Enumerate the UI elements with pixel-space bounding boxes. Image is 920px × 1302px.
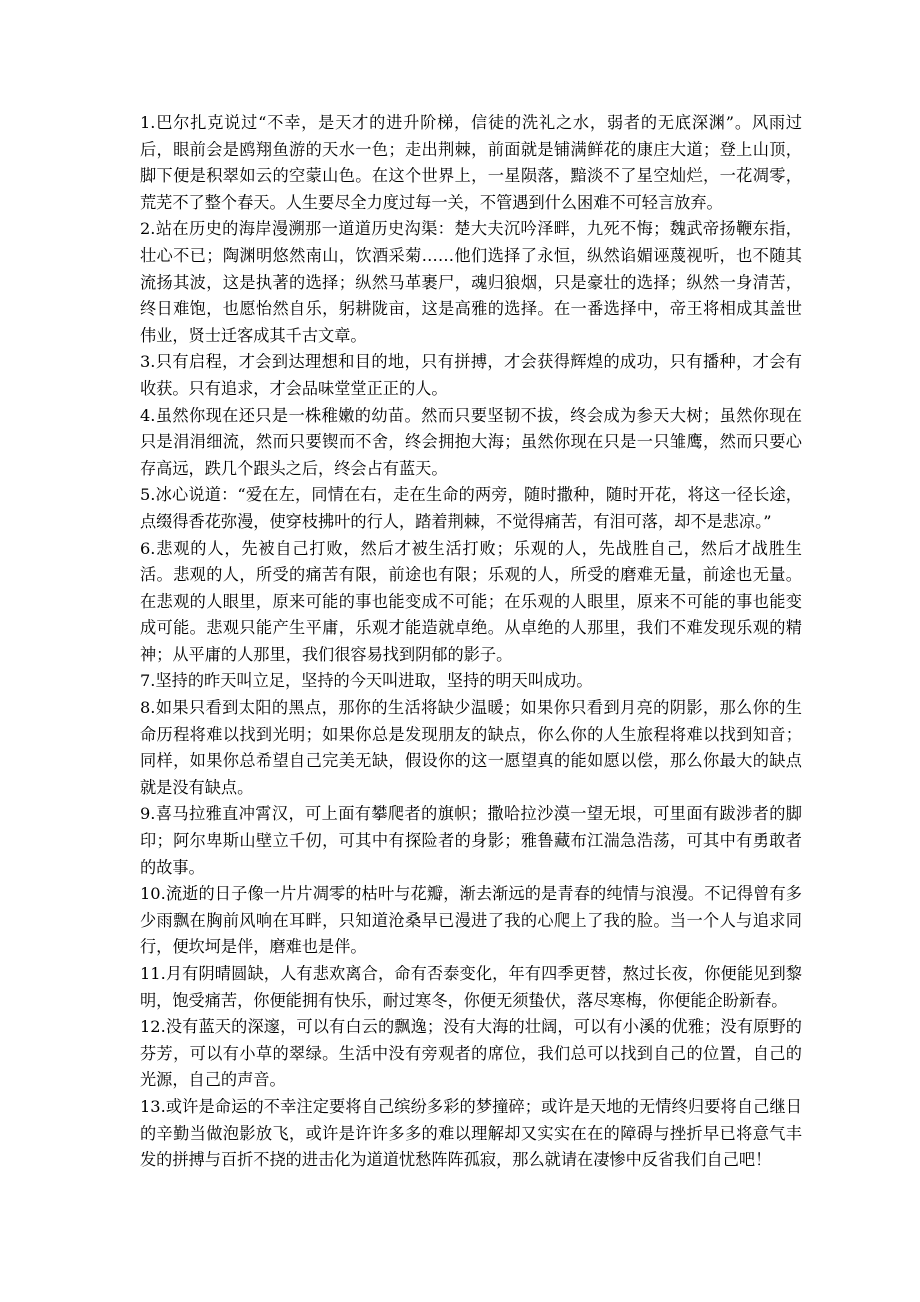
paragraph-6: 6.悲观的人，先被自己打败，然后才被生活打败；乐观的人，先战胜自己，然后才战胜生活。悲观的人，所受的痛苦有限，前途也有限；乐观的人，所受的磨难无量，前途也无量。在悲观的人眼里，原来可能的事也能变成不可能；在乐观的人眼里，原来不可能的事也能变成可能。悲观只能产生平庸，乐观才能造就卓绝。从卓绝的人那里，我们不难发现乐观的精神；从平庸的人那里，我们很容易找到阴郁的影子。 bbox=[140, 538, 802, 664]
paragraph-11: 11.月有阴晴圆缺，人有悲欢离合，命有否泰变化，年有四季更替，熬过长夜，你便能见到黎明，饱受痛苦，你便能拥有快乐，耐过寒冬，你便无须蛰伏，落尽寒梅，你便能企盼新春。 bbox=[140, 964, 802, 1010]
paragraph-9: 9.喜马拉雅直冲霄汉，可上面有攀爬者的旗帜；撒哈拉沙漠一望无垠，可里面有跋涉者的脚印；阿尔卑斯山壁立千仞，可其中有探险者的身影；雅鲁藏布江湍急浩荡，可其中有勇敢者的故事。 bbox=[140, 804, 802, 877]
paragraph-1: 1.巴尔扎克说过“不幸，是天才的进升阶梯，信徒的洗礼之水，弱者的无底深渊”。风雨过后，眼前会是鸥翔鱼游的天水一色；走出荆棘，前面就是铺满鲜花的康庄大道；登上山顶，脚下便是积翠如云的空蒙山色。在这个世界上，一星陨落，黯淡不了星空灿烂，一花凋零，荒芜不了整个春天。人生要尽全力度过每一关，不管遇到什么困难不可轻言放弃。 bbox=[140, 113, 802, 212]
paragraph-7: 7.坚持的昨天叫立足，坚持的今天叫进取，坚持的明天叫成功。 bbox=[140, 671, 593, 691]
paragraph-4: 4.虽然你现在还只是一株稚嫩的幼苗。然而只要坚韧不拔，终会成为参天大树；虽然你现在只是涓涓细流，然而只要锲而不舍，终会拥抱大海；虽然你现在只是一只雏鹰，然而只要心存高远，跌几个跟头之后，终会占有蓝天。 bbox=[140, 405, 802, 478]
paragraph-3: 3.只有启程，才会到达理想和目的地，只有拼搏，才会获得辉煌的成功，只有播种，才会有收获。只有追求，才会品味堂堂正正的人。 bbox=[140, 352, 802, 398]
paragraph-13: 13.或许是命运的不幸注定要将自己缤纷多彩的梦撞碎；或许是天地的无情终归要将自己继日的辛勤当做泡影放飞，或许是许许多多的难以理解却又实实在在的障碍与挫折早已将意气丰发的拼搏与百折不挠的进击化为道道忧愁阵阵孤寂，那么就请在凄惨中反省我们自己吧！ bbox=[140, 1096, 802, 1170]
paragraph-8: 8.如果只看到太阳的黑点，那你的生活将缺少温暖；如果你只看到月亮的阴影，那么你的生命历程将难以找到光明；如果你总是发现朋友的缺点，你么你的人生旅程将难以找到知音；同样，如果你总希望自己完美无缺，假设你的这一愿望真的能如愿以偿，那么你最大的缺点就是没有缺点。 bbox=[140, 698, 802, 797]
paragraph-2: 2.站在历史的海岸漫溯那一道道历史沟渠：楚大夫沉吟泽畔，九死不悔；魏武帝扬鞭东指，壮心不已；陶渊明悠然南山，饮酒采菊……他们选择了永恒，纵然谄媚诬蔑视听，也不随其流扬其波，这是执著的选择；纵然马革裹尸，魂归狼烟，只是豪壮的选择；纵然一身清苦，终日难饱，也愿怡然自乐，躬耕陇亩，这是高雅的选择。在一番选择中，帝王将相成其盖世伟业，贤士迁客成其千古文章。 bbox=[140, 219, 802, 345]
paragraph-5: 5.冰心说道：“爱在左，同情在右，走在生命的两旁，随时撒种，随时开花，将这一径长途，点缀得香花弥漫，使穿枝拂叶的行人，踏着荆棘，不觉得痛苦，有泪可落，却不是悲凉。” bbox=[140, 485, 802, 531]
paragraph-12: 12.没有蓝天的深邃，可以有白云的飘逸；没有大海的壮阔，可以有小溪的优雅；没有原野的芬芳，可以有小草的翠绿。生活中没有旁观者的席位，我们总可以找到自己的位置，自己的光源，自己的声音。 bbox=[140, 1017, 802, 1090]
paragraph-10: 10.流逝的日子像一片片凋零的枯叶与花瓣，渐去渐远的是青春的纯情与浪漫。不记得曾有多少雨飘在胸前风响在耳畔，只知道沧桑早已漫进了我的心爬上了我的脸。当一个人与追求同行，便坎坷是伴，磨难也是伴。 bbox=[140, 884, 802, 957]
document-body bbox=[140, 110, 802, 1174]
